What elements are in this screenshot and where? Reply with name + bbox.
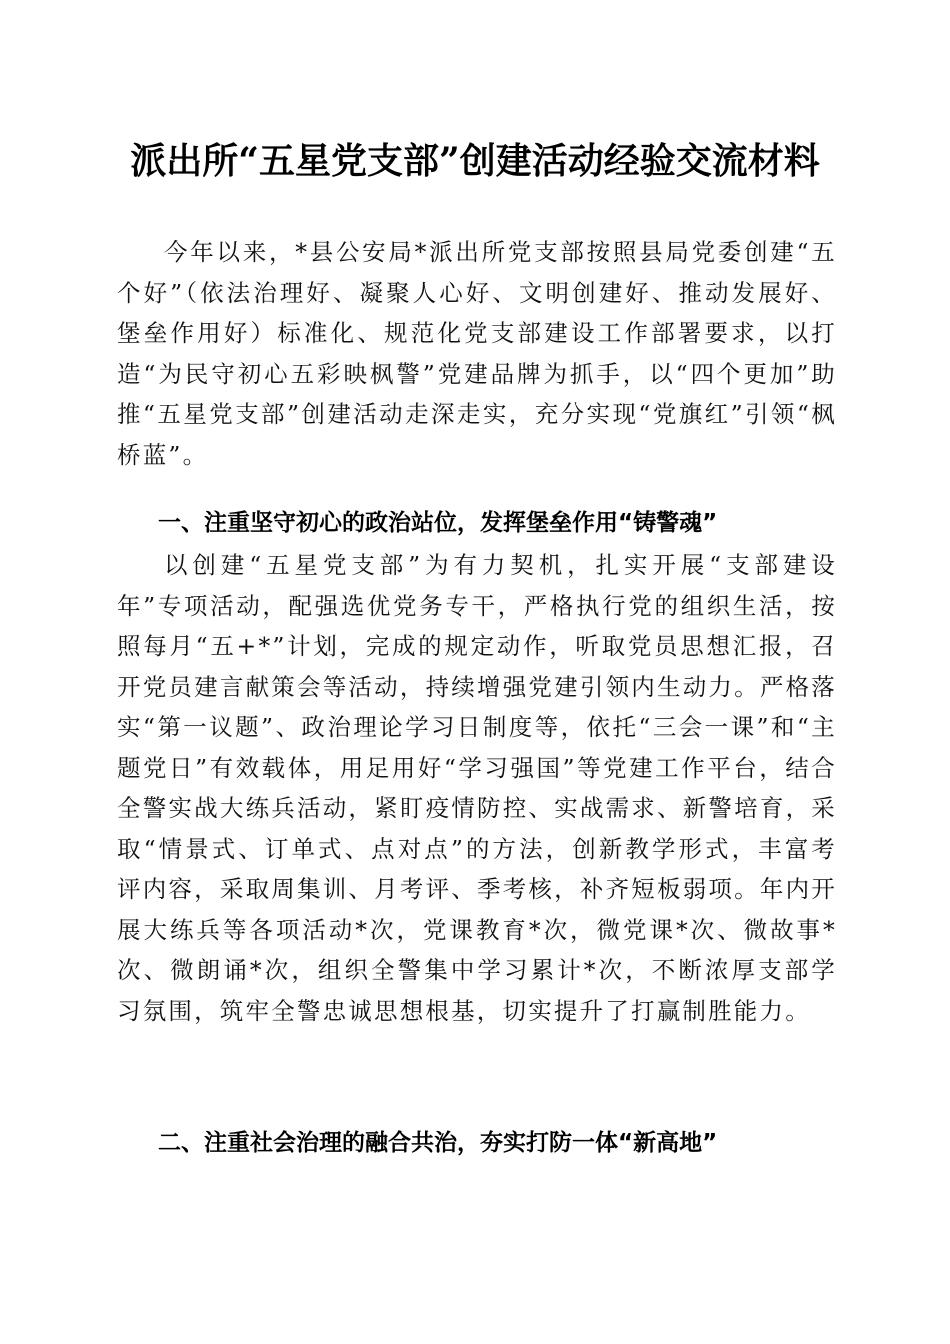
section-paragraph-1: 以创建“五星党支部”为有力契机，扎实开展“支部建设年”专项活动，配强选优党务专干，严格执行党的组织生活，按照每月“五+*”计划，完成的规定动作，听取党员思想汇报，召开党员建言献策会等活动，持续增强党建引领内生动力。严格落实“第一议题”、政治理论学习日制度等，依托“三会一课”和“主题党日”有效载体，用足用好“学习强国”等党建工作平台，结合全警实战大练兵活动，紧盯疫情防控、实战需求、新警培育，采取“情景式、订单式、点对点”的方法，创新教学形式，丰富考评内容，采取周集训、月考评、季考核，补齐短板弱项。年内开展大练兵等各项活动*次，党课教育*次，微党课*次、微故事*次、微朗诵*次，组织全警集中学习累计*次，不断浓厚支部学习氛围，筑牢全警忠诚思想根基，切实提升了打赢制胜能力。: [117, 551, 837, 1025]
section-heading-1: 一、注重坚守初心的政治站位，发挥堡垒作用“铸警魂”: [158, 510, 718, 536]
section-heading-2: 二、注重社会治理的融合共治，夯实打防一体“新高地”: [158, 1130, 718, 1156]
intro-paragraph: 今年以来，*县公安局*派出所党支部按照县局党委创建“五个好”（依法治理好、凝聚人心好、文明创建好、推动发展好、堡垒作用好）标准化、规范化党支部建设工作部署要求，以打造“为民守初心五彩映枫警”党建品牌为抓手，以“四个更加”助推“五星党支部”创建活动走深走实，充分实现“党旗红”引领“枫桥蓝”。: [117, 238, 837, 469]
document-title: 派出所“五星党支部”创建活动经验交流材料: [130, 140, 820, 182]
